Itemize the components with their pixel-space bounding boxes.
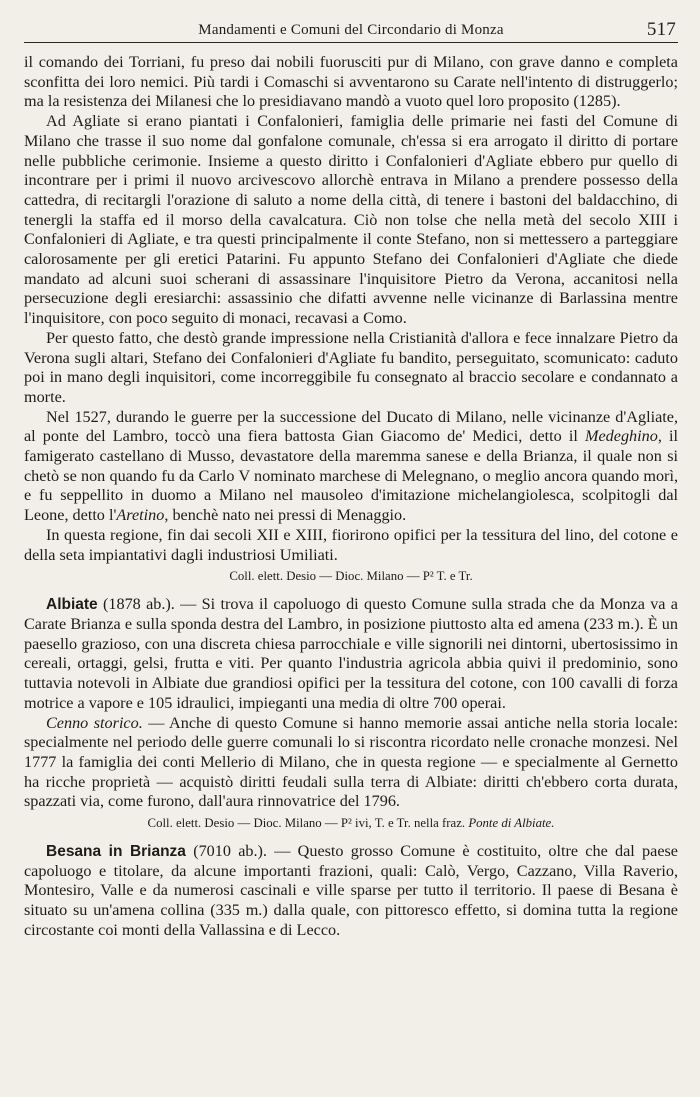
agliate-paragraph-1: il comando dei Torriani, fu preso dai nobili fuorusciti pur di Milano, con grave danno e completa sconfitta dei loro nemici. Più tardi i Comaschi si avventarono su Carate nell'intento di distruggerlo; ma la resistenza dei Milanesi che lo presidiavano mandò a vuoto quel loro proposito (1285).	[24, 53, 678, 111]
page-number: 517	[646, 19, 676, 40]
entry-heading-albiate: Albiate	[46, 596, 98, 614]
entry-heading-besana: Besana in Brianza	[46, 843, 186, 861]
nickname-medeghino: Medeghino	[585, 427, 658, 446]
albiate-entry	[24, 595, 678, 713]
note-place: Ponte di Albiate.	[468, 816, 555, 831]
running-title: Mandamenti e Comuni del Circondario di Monza	[198, 22, 504, 38]
paragraph-text: (1878 ab.). — Si trova il capoluogo di questo Comune sulla strada che da Monza va a Carate Brianza e sulla sponda destra del Lambro, in posizione piuttosto alta ed amena (233 m.). È un paesello grazioso, con una discreta chiesa parrocchiale e ville signorili nei dintorni, ubertosissimo in cereali, ortaggi, gelsi, frutta e viti. Per quanto l'industria agricola abbia quivi il predominio, sono tuttavia notevoli in Albiate due grandiosi opifici per la tessitura del cotone, con 100 cavalli di forza motrice a vapore e 105 idraulici, impieganti una media di oltre 700 operai.	[24, 595, 678, 712]
besana-entry	[24, 842, 678, 941]
nickname-aretino: Aretino	[116, 506, 165, 525]
paragraph-text: , il famigerato castellano di Musso, devastatore della maremma sanese e della Brianza, il quale non si chetò se non quando fu da Carlo V nominato marchese di Melegnano, o meglio ancora quando morì, e fu seppellito in duomo a Milano nel mausoleo d'imitazione michelangiolesca, scolpitogli dal Leone, detto l'	[24, 427, 678, 525]
paragraph-text: — Anche di questo Comune si hanno memorie assai antiche nella storia locale: specialmente nel periodo delle guerre comunali lo si riscontra ricordato nelle cronache monzesi. Nel 1777 la famiglia dei conti Mellerio di Milano, che in questa regione — e specialmente al Gernetto ha ricche proprietà — acquistò diritti feudali sulla terra di Albiate: diritti ch'ebbero corta durata, spazzati via, come furono, dall'aura rinnovatrice del 1796.	[24, 713, 678, 811]
note-text: Coll. elett. Desio — Dioc. Milano — P² ivi, T. e Tr. nella fraz.	[147, 816, 469, 831]
agliate-paragraph-3: Per questo fatto, che destò grande impressione nella Cristianità d'allora e fece innalzare Pietro da Verona sugli altari, Stefano dei Confalonieri d'Agliate fu bandito, perseguitato, scomunicato: caduto poi in mano degli inquisitori, come incorreggibile fu consegnato al braccio secolare e condannato a morte.	[24, 328, 678, 406]
agliate-paragraph-2: Ad Agliate si erano piantati i Confalonieri, famiglia delle primarie nei fasti del Comune di Milano che trasse il suo nome dal gonfalone comunale, ch'essa si era arrogato il diritto di portare nelle pubbliche cerimonie. Insieme a questo diritto i Confalonieri d'Agliate ebbero pur quello di incontrare per i primi il nuovo arcivescovo allorchè entrava in Milano a prendere possesso della cattedra, di recitargli l'orazione di saluto a nome della città, di tenere i bastoni del baldacchino, di tenergli la staffa ed il morso della cavalcatura. Ciò non tolse che nella metà del secolo XIII i Confalonieri di Agliate, e tra questi principalmente il conte Stefano, non si mettessero a parteggiare calorosamente per gli eretici Patarini. Fu appunto Stefano dei Confalonieri d'Agliate che diede mandato ad alcuni suoi scherani di assassinare l'inquisitore Pietro da Verona, accanitosi nella persecuzione degli eresiarchi: assassinio che difatti avvenne nelle vicinanze di Barlassina mentre l'inquisitore, con poco seguito di monaci, recavasi a Como.	[24, 112, 678, 328]
book-page	[24, 18, 678, 941]
albiate-admin-note	[24, 815, 678, 832]
running-header	[24, 18, 678, 43]
albiate-history	[24, 714, 678, 813]
paragraph-text: , benchè nato nei pressi di Menaggio.	[164, 506, 407, 525]
history-label: Cenno storico.	[46, 713, 143, 732]
agliate-paragraph-4	[24, 408, 678, 526]
paragraph-text: (7010 ab.). — Questo grosso Comune è costituito, oltre che dal paese capoluogo e titolare, da alcune importanti frazioni, quali: Calò, Vergo, Cazzano, Villa Raverio, Montesiro, Valle e da numerosi cascinali e ville sparse per tutto il territorio. Il paese di Besana è situato su un'amena collina (335 m.) dalla quale, con pittoresco effetto, si domina tutta la regione circostante coi monti della Vallassina e di Lecco.	[24, 842, 678, 939]
page-body	[24, 53, 678, 941]
paragraph-text: Nel 1527, durando le guerre per la successione del Ducato di Milano, nelle vicinanze d'Agliate, al ponte del Lambro, toccò una fiera battosta Gian Giacomo de' Medici, detto il	[24, 407, 678, 446]
agliate-admin-note: Coll. elett. Desio — Dioc. Milano — P² T. e Tr.	[229, 569, 473, 584]
agliate-paragraph-5: In questa regione, fin dai secoli XII e XIII, fiorirono opifici per la tessitura del lino, del cotone e della seta impiantativi dagli industriosi Umiliati.	[24, 525, 678, 564]
